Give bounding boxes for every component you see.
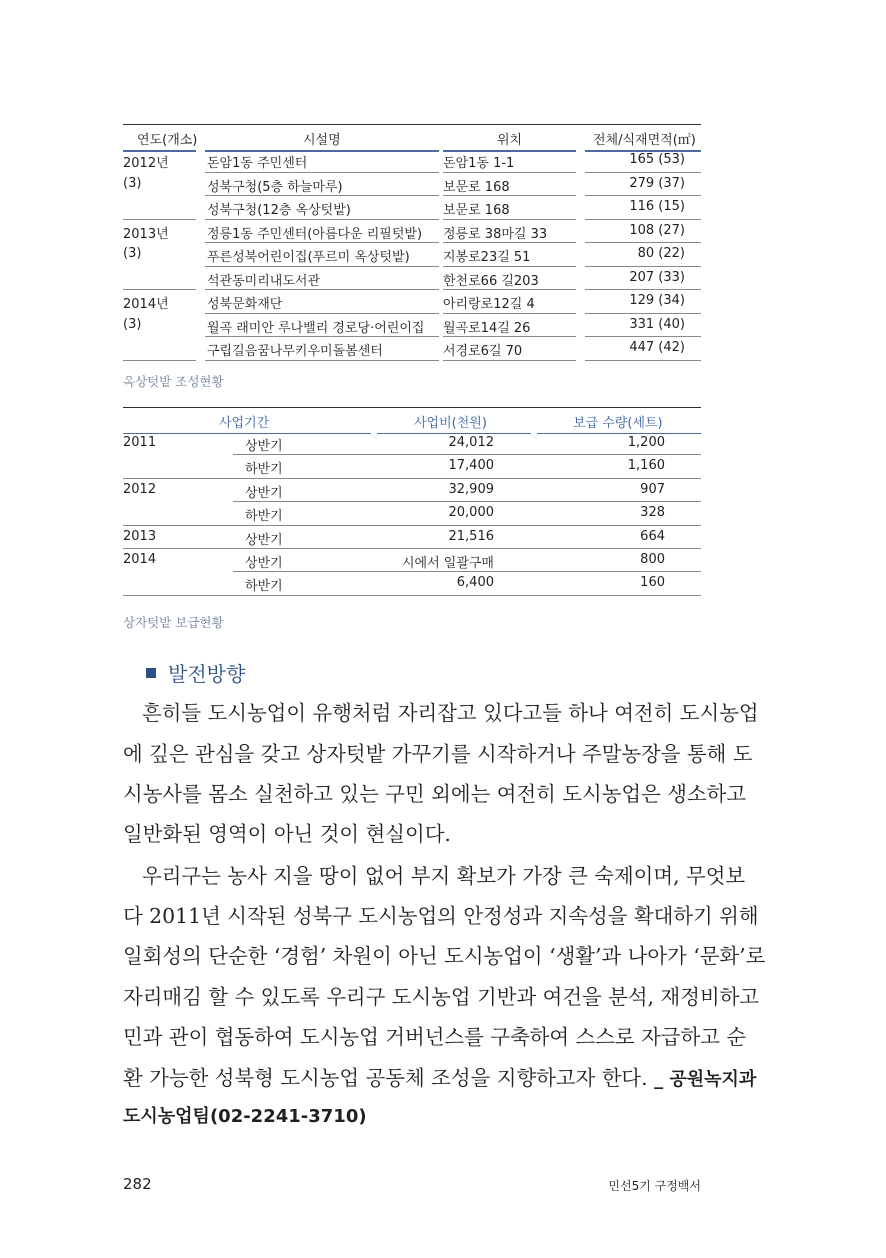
col-cost-header: 사업비(천원) — [414, 416, 487, 431]
cell-location: 월곡로14길 26 — [443, 320, 531, 336]
cell-cost: 6,400 — [456, 575, 494, 591]
page-number: 282 — [123, 1175, 152, 1193]
square-bullet-icon — [146, 668, 156, 678]
table-row — [123, 479, 701, 502]
cell-area: 165 (53) — [629, 152, 685, 167]
col-name-header: 시설명 — [303, 133, 341, 148]
cell-location: 서경로6길 70 — [443, 344, 523, 359]
cell-quantity: 664 — [640, 528, 665, 544]
col-period-header: 사업기간 — [219, 416, 270, 431]
cell-facility-name: 구립길음꿈나무키우미돌봄센터 — [207, 344, 383, 359]
cell-year: 2014년 — [123, 297, 169, 312]
cell-area: 207 (33) — [629, 269, 685, 285]
book-title: 민선5기 구정백서 — [608, 1179, 701, 1193]
body-line: 우리구는 농사 지을 땅이 없어 부지 확보가 가장 큰 숙제이며, 무엇보 — [142, 864, 746, 888]
table-row — [123, 290, 701, 314]
box-garden-table-caption: 상자텃밭 보급현황 — [123, 615, 224, 630]
cell-quantity: 907 — [640, 481, 665, 497]
cell-half: 상반기 — [245, 485, 283, 501]
cell-half: 상반기 — [245, 532, 283, 548]
body-line: 흔히들 도시농업이 유행처럼 자리잡고 있다고들 하나 여전히 도시농업 — [142, 701, 759, 725]
cell-area: 129 (34) — [629, 293, 685, 308]
cell-half: 하반기 — [245, 579, 283, 595]
cell-year: 2012년 — [123, 156, 169, 171]
cell-facility-name: 돈암1동 주민센터 — [207, 156, 308, 171]
facility-table — [123, 124, 701, 361]
box-garden-table-body — [123, 432, 701, 596]
cell-facility-name: 성북문화재단 — [207, 297, 283, 312]
cell-year: 2013년 — [123, 226, 169, 242]
cell-facility-name: 석관동미리내도서관 — [207, 273, 321, 289]
table-row — [123, 243, 701, 267]
cell-facility-name: 성북구청(5층 하늘마루) — [207, 179, 343, 195]
table-row — [123, 502, 701, 525]
table-row — [123, 432, 701, 455]
cell-cost: 32,909 — [448, 481, 494, 497]
cell-area: 108 (27) — [629, 222, 685, 238]
cell-year: 2011 — [123, 435, 157, 450]
table-row — [123, 267, 701, 291]
body-line: 에 깊은 관심을 갖고 상자텃밭 가꾸기를 시작하거나 주말농장을 통해 도 — [123, 742, 753, 766]
cell-year: 2012 — [123, 481, 157, 497]
table-row — [123, 173, 701, 197]
cell-area: 279 (37) — [629, 175, 685, 191]
cell-location: 돈암1동 1-1 — [443, 156, 515, 171]
facility-table-header — [123, 124, 701, 149]
cell-half: 하반기 — [245, 509, 283, 525]
cell-year: (3) — [123, 316, 142, 332]
table-row — [123, 314, 701, 338]
table-row — [123, 149, 701, 173]
cell-facility-name: 월곡 래미안 루나밸리 경로당·어린이집 — [207, 320, 425, 336]
cell-location: 지봉로23길 51 — [443, 250, 531, 265]
cell-facility-name: 정릉1동 주민센터(아름다운 리필텃밭) — [207, 226, 423, 242]
cell-cost: 24,012 — [448, 435, 494, 450]
cell-quantity: 1,160 — [627, 458, 665, 474]
col-qty-header: 보급 수량(세트) — [573, 416, 663, 431]
cell-half: 상반기 — [245, 555, 283, 571]
cell-cost: 시에서 일괄구매 — [401, 555, 494, 571]
table-row — [123, 455, 701, 478]
cell-quantity: 160 — [640, 575, 665, 591]
section-heading — [146, 658, 245, 687]
table-row — [123, 220, 701, 244]
cell-quantity: 800 — [640, 551, 665, 567]
table-row — [123, 526, 701, 549]
cell-half: 상반기 — [245, 439, 283, 454]
box-garden-table-header — [123, 407, 701, 432]
cell-half: 하반기 — [245, 462, 283, 478]
department-reference: _ 공원녹지과 — [654, 1069, 757, 1090]
body-line: 민과 관이 협동하여 도시농업 거버넌스를 구축하여 스스로 자급하고 순 — [123, 1025, 747, 1049]
department-contact: 도시농업팀(02-2241-3710) — [123, 1106, 367, 1127]
col-location-header: 위치 — [497, 133, 523, 148]
cell-quantity: 1,200 — [627, 435, 665, 450]
facility-table-body — [123, 149, 701, 361]
table-row — [123, 549, 701, 572]
cell-area: 80 (22) — [637, 246, 685, 261]
table-row — [123, 196, 701, 220]
cell-year: 2013 — [123, 528, 157, 544]
cell-year: (3) — [123, 175, 142, 191]
cell-location: 정릉로 38마길 33 — [443, 226, 548, 242]
cell-cost: 17,400 — [448, 458, 494, 474]
col-area-header: 전체/식재면적(㎡) — [593, 133, 696, 148]
cell-location: 보문로 168 — [443, 203, 510, 218]
body-line: 자리매김 할 수 있도록 우리구 도시농업 기반과 여건을 분석, 재정비하고 — [123, 985, 760, 1009]
col-year-header: 연도(개소) — [137, 133, 198, 148]
box-garden-table — [123, 407, 701, 596]
body-line: 환 가능한 성북형 도시농업 공동체 조성을 지향하고자 한다. — [123, 1066, 648, 1090]
cell-cost: 21,516 — [448, 528, 494, 544]
cell-area: 447 (42) — [629, 340, 685, 355]
cell-area: 116 (15) — [629, 199, 685, 214]
cell-facility-name: 성북구청(12층 옥상텃밭) — [207, 203, 351, 218]
cell-area: 331 (40) — [629, 316, 685, 332]
body-line: 일회성의 단순한 ‘경험’ 차원이 아닌 도시농업이 ‘생활’과 나아가 ‘문화’로 — [123, 944, 766, 968]
body-line: 시농사를 몸소 실천하고 있는 구민 외에는 여전히 도시농업은 생소하고 — [123, 782, 747, 806]
cell-location: 아리랑로12길 4 — [443, 297, 535, 312]
cell-facility-name: 푸른성북어린이집(푸르미 옥상텃밭) — [207, 250, 410, 265]
table-row — [123, 572, 701, 595]
cell-cost: 20,000 — [448, 505, 494, 521]
facility-table-caption: 옥상텃밭 조성현황 — [123, 374, 224, 389]
table-row — [123, 337, 701, 361]
cell-year: (3) — [123, 246, 142, 261]
cell-quantity: 328 — [640, 505, 665, 521]
section-title: 발전방향 — [168, 662, 246, 686]
body-line: 일반화된 영역이 아닌 것이 현실이다. — [123, 822, 451, 846]
cell-year: 2014 — [123, 551, 157, 567]
body-line-with-reference — [123, 1062, 756, 1091]
body-line: 다 2011년 시작된 성북구 도시농업의 안정성과 지속성을 확대하기 위해 — [123, 904, 759, 928]
cell-location: 한천로66 길203 — [443, 273, 539, 289]
cell-location: 보문로 168 — [443, 179, 510, 195]
